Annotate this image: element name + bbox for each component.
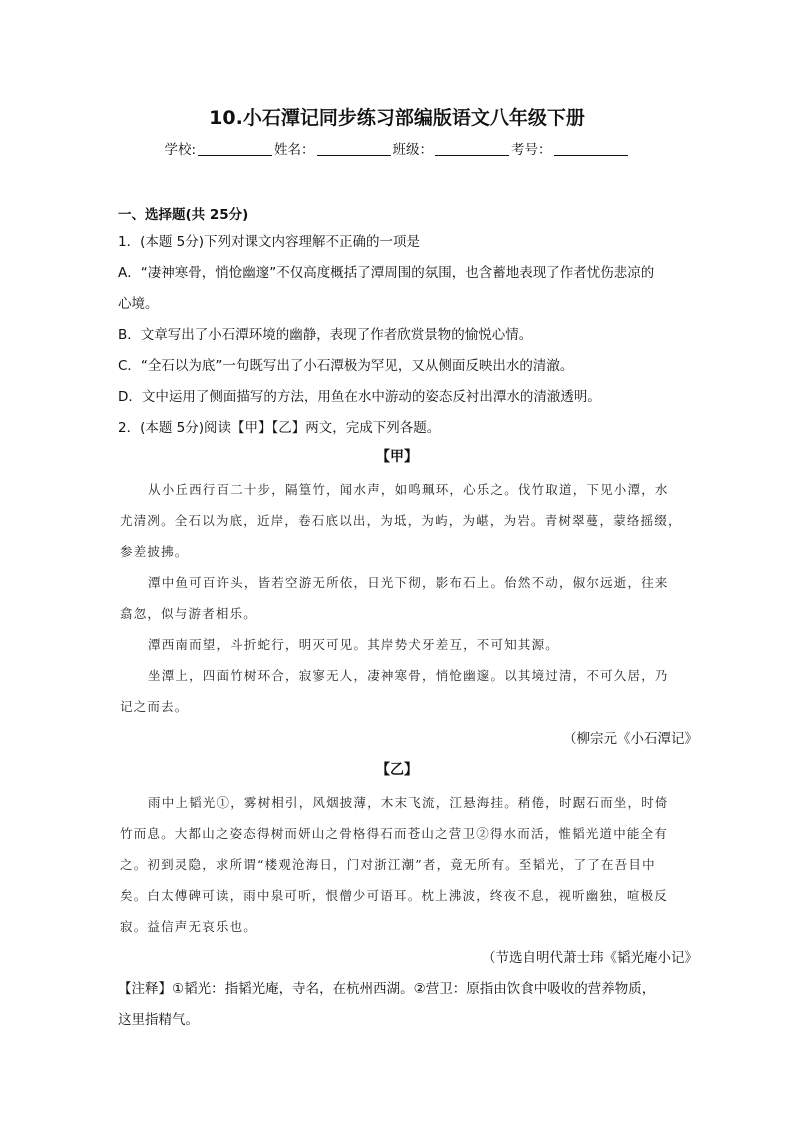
q2-stem: 2．(本题 5分)阅读【甲】【乙】两文，完成下列各题。: [118, 420, 441, 436]
q1-option-c: C．“全石以为底”一句既写出了小石潭极为罕见，又从侧面反映出水的清澈。: [118, 358, 574, 374]
jia-line-4: 潭中鱼可百许头，皆若空游无所依，日光下彻，影布石上。佁然不动，俶尔远逝，往来: [148, 575, 669, 590]
class-field[interactable]: [435, 141, 509, 156]
yi-line-4: 矣。白太傅碑可读，雨中泉可听，恨僧少可语耳。枕上沸波，终夜不息，视听幽独，喧极反: [120, 888, 669, 903]
name-label: 姓名：: [274, 142, 315, 158]
school-label: 学校:: [164, 142, 197, 158]
q1-option-a: A．“凄神寒骨，悄怆幽邃”不仅高度概括了潭周围的氛围，也含蓄地表现了作者忧伤悲凉的: [118, 265, 655, 281]
jia-heading: 【甲】: [376, 449, 418, 465]
jia-line-6: 潭西南而望，斗折蛇行，明灭可见。其岸势犬牙差互，不可知其源。: [148, 637, 560, 652]
school-field[interactable]: [198, 141, 272, 156]
notes-line-1: 【注释】①韬光：指韬光庵，寺名，在杭州西湖。②营卫：原指由饮食中吸收的营养物质，: [118, 981, 656, 997]
jia-line-1: 从小丘西行百二十步，隔篁竹，闻水声，如鸣珮环，心乐之。伐竹取道，下见小潭，水: [148, 482, 669, 497]
yi-line-2: 竹而息。大都山之姿态得树而妍山之骨格得石而苍山之营卫②得水而活，惟韬光道中能全有: [120, 826, 669, 841]
number-label: 考号：: [511, 142, 552, 158]
q1-option-b: B．文章写出了小石潭环境的幽静，表现了作者欣赏景物的愉悦心情。: [118, 327, 533, 343]
student-info-row: [0, 138, 794, 158]
yi-line-3: 之。初到灵隐，求所谓“楼观沧海日，门对浙江潮”者，竟无所有。至韬光，了了在吾目中: [120, 857, 656, 872]
q1-option-a-cont: 心境。: [118, 296, 159, 312]
jia-line-7: 坐潭上，四面竹树环合，寂寥无人，凄神寒骨，悄怆幽邃。以其境过清，不可久居，乃: [148, 668, 669, 683]
section-heading: 一、选择题(共 25分): [118, 207, 249, 223]
class-label: 班级：: [392, 142, 434, 158]
jia-source: （柳宗元《小石潭记》: [563, 731, 698, 747]
yi-line-1: 雨中上韬光①，雾树相引，风烟披薄，木末飞流，江悬海挂。稍倦，时踞石而坐，时倚: [148, 795, 669, 810]
yi-line-5: 寂。益信声无哀乐也。: [120, 919, 258, 934]
yi-source: （节选自明代萧士玮《韬光庵小记》: [482, 950, 698, 966]
q1-stem: 1．(本题 5分)下列对课文内容理解不正确的一项是: [118, 234, 421, 250]
notes-line-2: 这里指精气。: [118, 1012, 199, 1028]
jia-line-3: 参差披拂。: [120, 544, 189, 559]
jia-line-8: 记之而去。: [120, 699, 189, 714]
number-field[interactable]: [554, 141, 628, 156]
jia-line-2: 尤清冽。全石以为底，近岸，卷石底以出，为坻，为屿，为嵁，为岩。青树翠蔓，蒙络摇缀，: [120, 513, 682, 528]
q1-option-d: D．文中运用了侧面描写的方法，用鱼在水中游动的姿态反衬出潭水的清澈透明。: [118, 389, 601, 405]
jia-line-5: 翕忽，似与游者相乐。: [120, 606, 258, 621]
yi-heading: 【乙】: [376, 762, 418, 778]
name-field[interactable]: [317, 141, 391, 156]
page-title: 10.小石潭记同步练习部编版语文八年级下册: [209, 107, 585, 129]
